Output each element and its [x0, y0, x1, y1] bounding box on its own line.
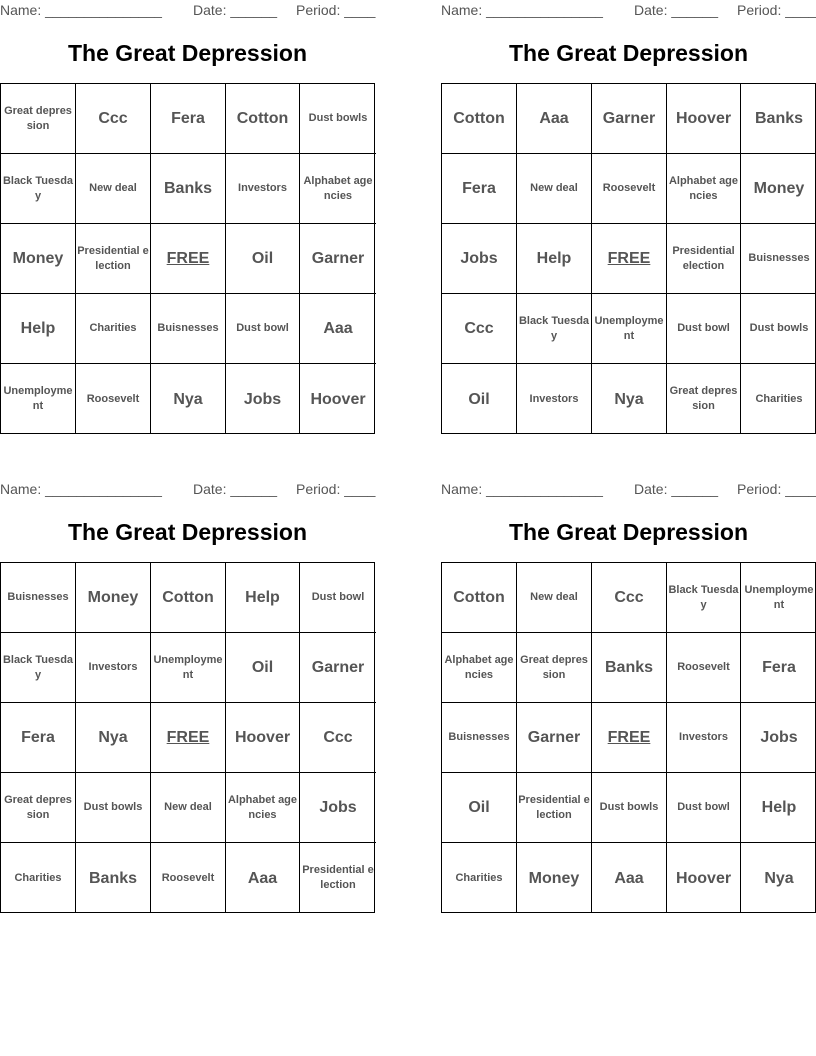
- card-header: [441, 481, 816, 499]
- bingo-cell: Dust bowl: [300, 563, 376, 633]
- bingo-cell: Aaa: [592, 843, 667, 913]
- bingo-cell: Hoover: [226, 703, 300, 773]
- bingo-cell: Nya: [76, 703, 151, 773]
- bingo-card-3: [0, 479, 375, 913]
- bingo-cell: Jobs: [300, 773, 376, 843]
- bingo-cell: Alphabet agencies: [226, 773, 300, 843]
- bingo-cell: Help: [517, 224, 592, 294]
- bingo-cell: Oil: [442, 773, 517, 843]
- bingo-cell: Cotton: [151, 563, 226, 633]
- bingo-cell: Unemployment: [151, 633, 226, 703]
- bingo-cell: Great depression: [667, 364, 741, 434]
- bingo-cell: Aaa: [517, 84, 592, 154]
- bingo-cell: Great depression: [1, 84, 76, 154]
- bingo-cell: Dust bowl: [667, 294, 741, 364]
- bingo-cell: Help: [741, 773, 816, 843]
- bingo-cell: Roosevelt: [667, 633, 741, 703]
- bingo-cell: Banks: [151, 154, 226, 224]
- bingo-card-1: [0, 0, 375, 434]
- bingo-cell: Help: [226, 563, 300, 633]
- card-title: The Great Depression: [67, 40, 308, 66]
- bingo-cell: Investors: [76, 633, 151, 703]
- bingo-cell: Roosevelt: [151, 843, 226, 913]
- bingo-cell: Oil: [226, 633, 300, 703]
- bingo-cell: Roosevelt: [592, 154, 667, 224]
- bingo-cell: New deal: [517, 563, 592, 633]
- bingo-cell: Money: [76, 563, 151, 633]
- bingo-cell: Cotton: [442, 563, 517, 633]
- bingo-cell: Alphabet agencies: [300, 154, 376, 224]
- bingo-cell: Presidential election: [517, 773, 592, 843]
- period-field-label: Period: ____: [737, 481, 816, 497]
- bingo-cell: Presidential election: [667, 224, 741, 294]
- bingo-cell: Ccc: [76, 84, 151, 154]
- bingo-cell: Investors: [226, 154, 300, 224]
- bingo-cell: Money: [741, 154, 816, 224]
- bingo-cell: Ccc: [592, 563, 667, 633]
- bingo-cell: Ccc: [442, 294, 517, 364]
- bingo-cell: Dust bowls: [76, 773, 151, 843]
- card-header: [0, 481, 375, 499]
- bingo-grid: [0, 562, 375, 913]
- bingo-cell: Charities: [1, 843, 76, 913]
- bingo-cell: Black Tuesday: [1, 154, 76, 224]
- bingo-grid: [0, 83, 375, 434]
- bingo-cell: Banks: [592, 633, 667, 703]
- bingo-cell: Hoover: [667, 84, 741, 154]
- bingo-cell: Banks: [741, 84, 816, 154]
- bingo-cell: Oil: [442, 364, 517, 434]
- bingo-cell: Buisnesses: [1, 563, 76, 633]
- name-field-label: Name: _______________: [441, 481, 603, 497]
- free-space-cell: FREE: [151, 224, 226, 294]
- bingo-cell: Presidential election: [302, 864, 374, 891]
- bingo-cell: Buisnesses: [151, 294, 226, 364]
- card-title: The Great Depression: [67, 519, 308, 545]
- bingo-cell: Presidential election: [76, 224, 151, 294]
- card-title: The Great Depression: [508, 519, 749, 545]
- free-space-cell: FREE: [592, 224, 667, 294]
- bingo-cell: Dust bowls: [741, 294, 816, 364]
- bingo-cell: Nya: [592, 364, 667, 434]
- bingo-cell: Unemployment: [741, 563, 816, 633]
- card-header: [0, 2, 375, 20]
- bingo-cell: Charities: [755, 392, 803, 405]
- bingo-cell: Jobs: [442, 224, 517, 294]
- bingo-cell: Nya: [764, 869, 794, 887]
- bingo-cell: Garner: [300, 633, 376, 703]
- bingo-cell: Charities: [76, 294, 151, 364]
- card-title: The Great Depression: [508, 40, 749, 66]
- name-field-label: Name: _______________: [0, 2, 162, 18]
- bingo-cell: Roosevelt: [76, 364, 151, 434]
- period-field-label: Period: ____: [296, 2, 376, 18]
- bingo-cell: Aaa: [300, 294, 376, 364]
- free-space-cell: FREE: [592, 703, 667, 773]
- bingo-cell: Ccc: [300, 703, 376, 773]
- bingo-cell: Charities: [442, 843, 517, 913]
- free-space-cell: FREE: [151, 703, 226, 773]
- name-field-label: Name: _______________: [441, 2, 603, 18]
- bingo-cell: New deal: [517, 154, 592, 224]
- bingo-cell: Nya: [151, 364, 226, 434]
- bingo-card-2: [441, 0, 816, 434]
- bingo-cell: Alphabet agencies: [442, 633, 517, 703]
- bingo-cell: Dust bowl: [667, 773, 741, 843]
- bingo-cell: Money: [1, 224, 76, 294]
- name-field-label: Name: _______________: [0, 481, 162, 497]
- date-field-label: Date: ______: [193, 481, 278, 497]
- bingo-cell: Money: [517, 843, 592, 913]
- bingo-cell: Hoover: [667, 843, 741, 913]
- bingo-cell: Garner: [592, 84, 667, 154]
- bingo-cell: Fera: [442, 154, 517, 224]
- bingo-cell: Cotton: [226, 84, 300, 154]
- bingo-cell: Fera: [1, 703, 76, 773]
- date-field-label: Date: ______: [193, 2, 278, 18]
- bingo-cell: Great depression: [517, 633, 592, 703]
- bingo-cell: Garner: [517, 703, 592, 773]
- date-field-label: Date: ______: [634, 481, 719, 497]
- bingo-cell: Alphabet agencies: [667, 154, 741, 224]
- bingo-cell: Black Tuesday: [517, 294, 592, 364]
- bingo-cell: Unemployment: [1, 364, 76, 434]
- bingo-cell: Investors: [667, 703, 741, 773]
- bingo-cell: Dust bowl: [226, 294, 300, 364]
- bingo-cell: Unemployment: [592, 294, 667, 364]
- bingo-cell: Buisnesses: [741, 224, 816, 294]
- period-field-label: Period: ____: [296, 481, 376, 497]
- bingo-cell: Banks: [76, 843, 151, 913]
- bingo-cell: Aaa: [226, 843, 300, 913]
- bingo-card-4: [441, 479, 816, 913]
- bingo-cell: Fera: [151, 84, 226, 154]
- bingo-cell: New deal: [151, 773, 226, 843]
- bingo-cell: Dust bowls: [300, 84, 376, 154]
- bingo-cell: Garner: [300, 224, 376, 294]
- bingo-cell: Oil: [226, 224, 300, 294]
- bingo-cell: Cotton: [442, 84, 517, 154]
- bingo-cell: Black Tuesday: [667, 563, 741, 633]
- bingo-cell: Hoover: [310, 390, 366, 408]
- bingo-grid: [441, 562, 816, 913]
- bingo-cell: Jobs: [741, 703, 816, 773]
- bingo-grid: [441, 83, 816, 434]
- bingo-cell: Fera: [741, 633, 816, 703]
- bingo-cell: Dust bowls: [592, 773, 667, 843]
- bingo-cell: Buisnesses: [442, 703, 517, 773]
- bingo-cell: Jobs: [226, 364, 300, 434]
- bingo-cell: Help: [1, 294, 76, 364]
- card-header: [441, 2, 816, 20]
- bingo-cell: Great depression: [1, 773, 76, 843]
- bingo-cell: Investors: [517, 364, 592, 434]
- period-field-label: Period: ____: [737, 2, 816, 18]
- bingo-cell: New deal: [76, 154, 151, 224]
- bingo-cell: Black Tuesday: [1, 633, 76, 703]
- date-field-label: Date: ______: [634, 2, 719, 18]
